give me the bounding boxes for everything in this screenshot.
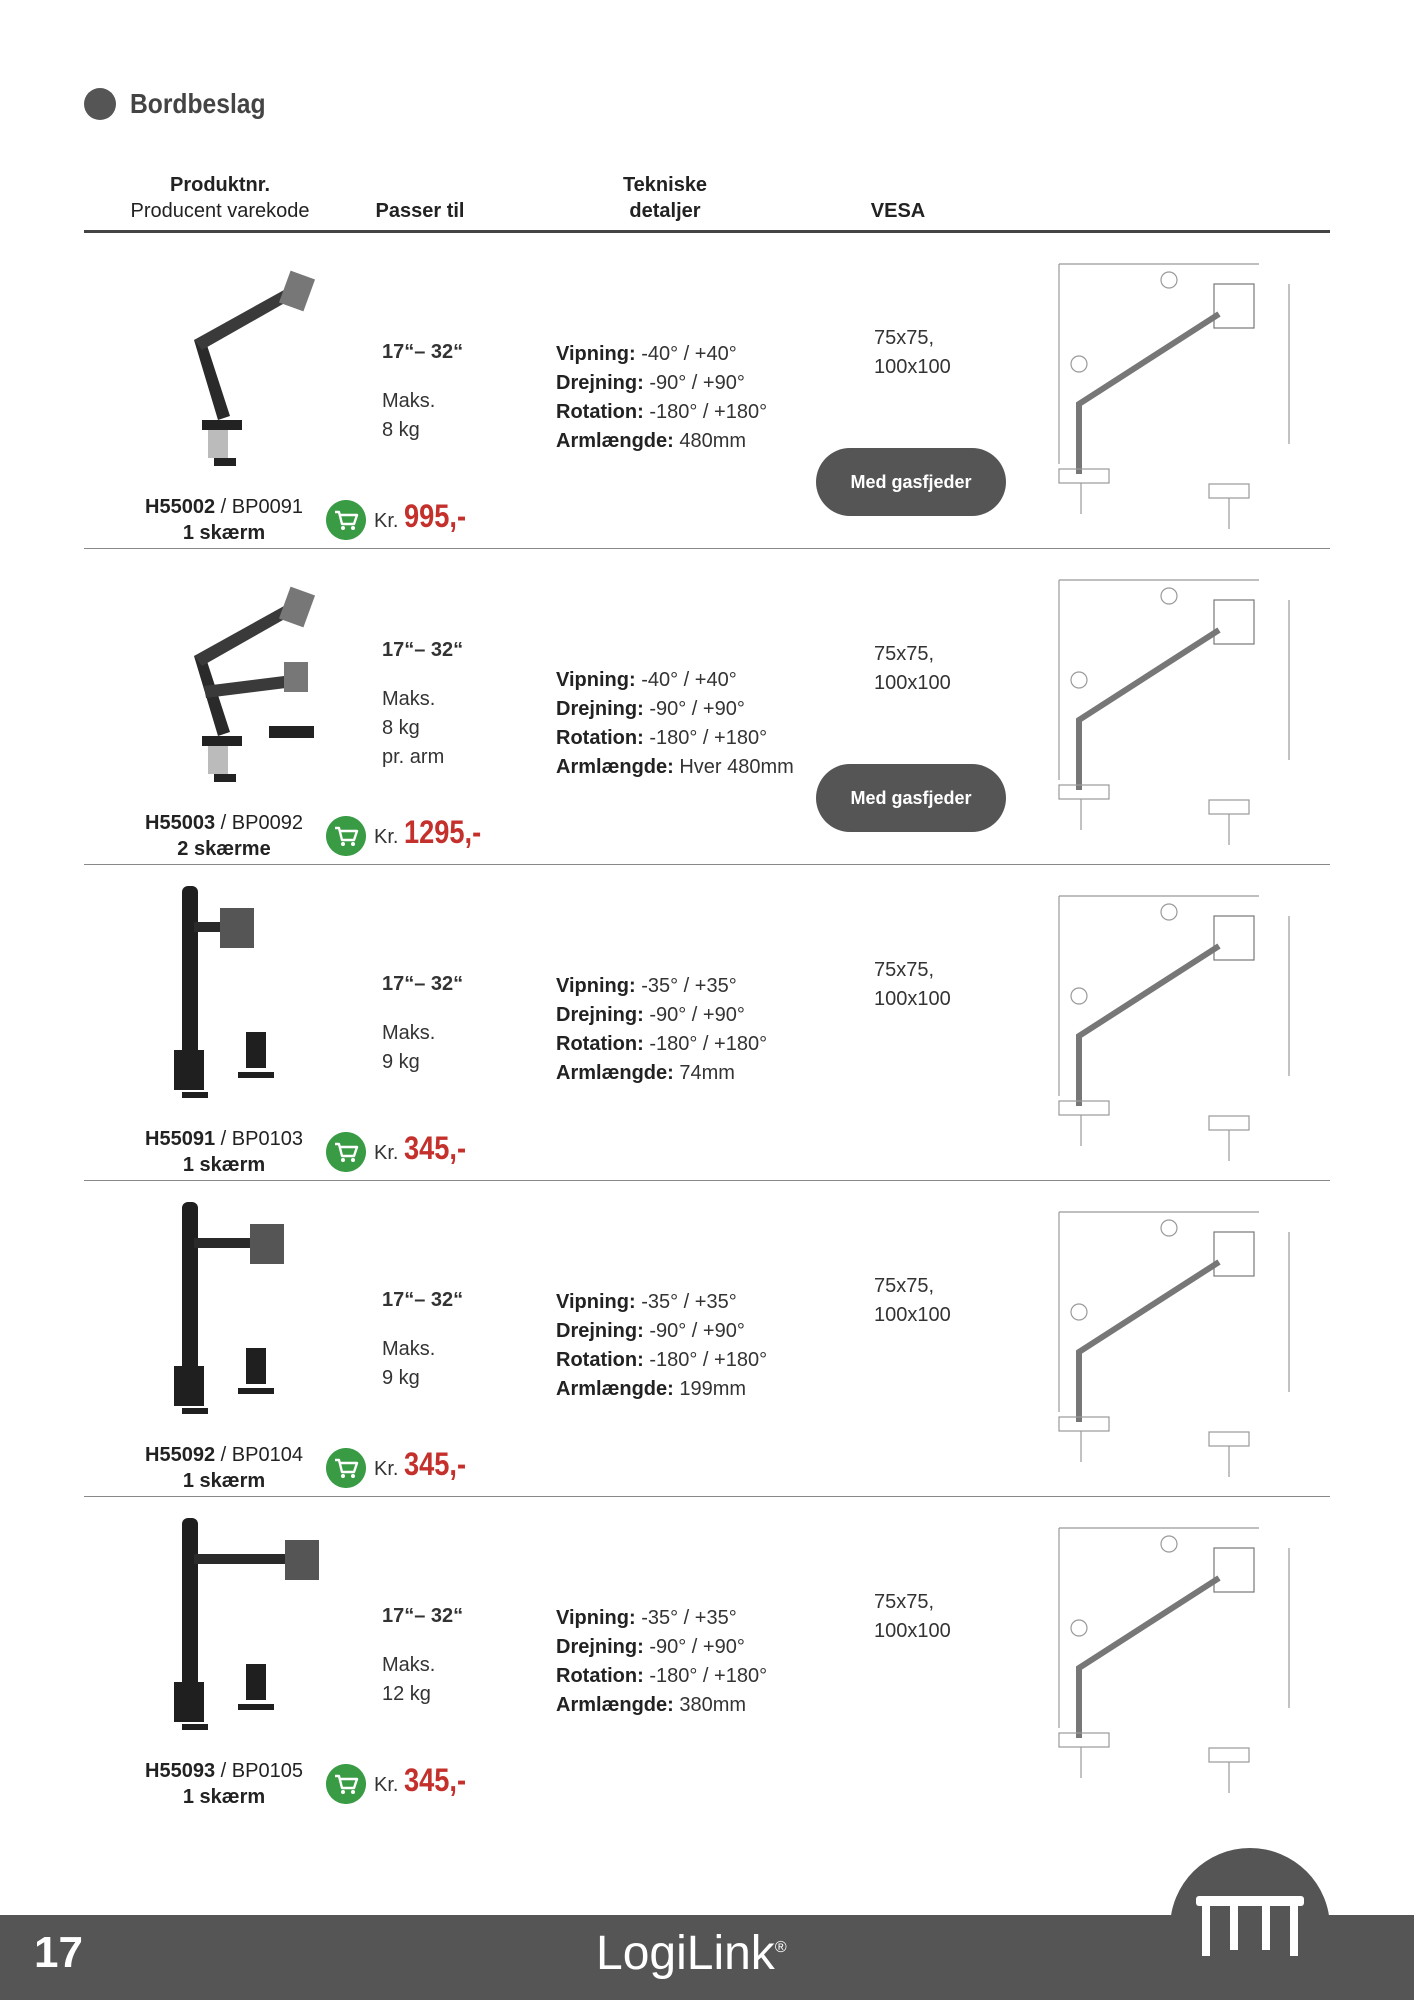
product-row	[84, 1184, 1330, 1500]
section-heading	[84, 88, 284, 120]
header-product-line1: Produktnr.	[169, 174, 270, 196]
tech-arm-length: 380mm	[679, 1694, 747, 1716]
vesa-column	[874, 1272, 951, 1330]
fit-max-label: Maks.	[382, 688, 436, 710]
vesa-size-1: 75x75,	[874, 1275, 935, 1297]
page-number: 17	[34, 1928, 83, 1977]
fit-max-label: Maks.	[382, 1022, 436, 1044]
vesa-column	[874, 956, 951, 1014]
fits-column	[382, 1286, 463, 1393]
vendor-code: BP0105	[231, 1760, 303, 1782]
vesa-size-1: 75x75,	[874, 959, 935, 981]
product-photo	[134, 1514, 334, 1744]
product-photo	[134, 566, 334, 796]
header-fits: Passer til	[375, 200, 465, 222]
vesa-column	[874, 640, 951, 698]
fit-max-label: Maks.	[382, 1338, 436, 1360]
product-number: H55002	[145, 496, 216, 518]
fit-size: 17“– 32“	[382, 1289, 464, 1311]
product-code: H55002 / BP0091 1 skærm	[145, 496, 303, 544]
screen-count: 1 skærm	[182, 1470, 266, 1492]
tech-tilt: -35° / +35°	[641, 1291, 737, 1313]
product-code: H55093 / BP0105 1 skærm	[145, 1760, 303, 1808]
vendor-code: BP0091	[231, 496, 303, 518]
price	[374, 1130, 477, 1167]
product-row	[84, 1500, 1330, 1816]
price-value: 345,-	[404, 1130, 467, 1166]
tech-tilt: -40° / +40°	[641, 669, 737, 691]
tech-rotation: -180° / +180°	[649, 401, 768, 423]
product-code: H55003 / BP0092 2 skærme	[145, 812, 303, 860]
tech-column: Vipning: -35° / +35° Drejning: -90° / +90° Rotation: -180° / +180° Armlængde: 199mm	[556, 1291, 768, 1400]
tech-swivel: -90° / +90°	[649, 698, 745, 720]
dimension-diagram	[1019, 1508, 1319, 1808]
price-currency: Kr.	[374, 1458, 399, 1480]
vesa-column	[874, 1588, 951, 1646]
product-number: H55003	[145, 812, 216, 834]
fit-size: 17“– 32“	[382, 639, 464, 661]
cart-icon[interactable]	[326, 1132, 366, 1172]
cart-icon[interactable]	[326, 1764, 366, 1804]
header-rule	[84, 230, 1330, 233]
product-photo	[134, 1198, 334, 1428]
fit-size: 17“– 32“	[382, 341, 464, 363]
screen-count: 1 skærm	[182, 522, 266, 544]
price	[374, 1762, 477, 1799]
vesa-column	[874, 324, 951, 382]
price-value: 1295,-	[404, 814, 482, 850]
price-value: 995,-	[404, 498, 467, 534]
vendor-code: BP0103	[231, 1128, 303, 1150]
screen-count: 1 skærm	[182, 1154, 266, 1176]
header-vesa: VESA	[870, 200, 926, 222]
price-currency: Kr.	[374, 510, 399, 532]
vesa-size-1: 75x75,	[874, 1591, 935, 1613]
dimension-diagram	[1019, 560, 1319, 860]
fit-weight: 12 kg	[382, 1683, 431, 1705]
tech-swivel: -90° / +90°	[649, 1320, 745, 1342]
tech-arm-length: 480mm	[679, 430, 747, 452]
product-row	[84, 868, 1330, 1184]
vesa-size-2: 100x100	[874, 672, 951, 694]
fit-size: 17“– 32“	[382, 973, 464, 995]
vesa-size-1: 75x75,	[874, 643, 935, 665]
row-separator	[84, 1496, 1330, 1497]
price-value: 345,-	[404, 1762, 467, 1798]
vesa-size-2: 100x100	[874, 988, 951, 1010]
tech-column: Vipning: -40° / +40° Drejning: -90° / +90° Rotation: -180° / +180° Armlængde: Hver 480mm	[556, 669, 794, 778]
header-product-line2: Producent varekode	[130, 200, 310, 222]
gas-spring-button[interactable]: Med gasfjeder	[816, 764, 1006, 832]
header-product	[110, 172, 330, 224]
table-icon	[1170, 1848, 1330, 2000]
price	[374, 814, 495, 851]
price-currency: Kr.	[374, 1774, 399, 1796]
fits-column	[382, 970, 463, 1077]
product-number: H55091	[145, 1128, 216, 1150]
fits-column	[382, 1602, 463, 1709]
price-value: 345,-	[404, 1446, 467, 1482]
vesa-size-2: 100x100	[874, 1620, 951, 1642]
fits-column	[382, 338, 463, 445]
product-number: H55092	[145, 1444, 216, 1466]
cart-icon[interactable]	[326, 816, 366, 856]
tech-swivel: -90° / +90°	[649, 1004, 745, 1026]
fit-weight-note: pr. arm	[382, 746, 445, 768]
tech-rotation: -180° / +180°	[649, 1033, 768, 1055]
product-photo	[134, 882, 334, 1112]
product-row	[84, 236, 1330, 552]
gas-spring-button[interactable]: Med gasfjeder	[816, 448, 1006, 516]
tech-rotation: -180° / +180°	[649, 1349, 768, 1371]
tech-arm-length: 74mm	[679, 1062, 735, 1084]
fit-weight: 8 kg	[382, 717, 420, 739]
fit-max-label: Maks.	[382, 390, 436, 412]
price-currency: Kr.	[374, 826, 399, 848]
brand-logo: LogiLink®	[596, 1927, 787, 1980]
price-currency: Kr.	[374, 1142, 399, 1164]
vesa-size-2: 100x100	[874, 356, 951, 378]
price	[374, 1446, 477, 1483]
price	[374, 498, 477, 535]
product-number: H55093	[145, 1760, 216, 1782]
fit-max-label: Maks.	[382, 1654, 436, 1676]
tech-column: Vipning: -35° / +35° Drejning: -90° / +90° Rotation: -180° / +180° Armlængde: 74mm	[556, 975, 768, 1084]
tech-rotation: -180° / +180°	[649, 727, 768, 749]
product-code: H55091 / BP0103 1 skærm	[145, 1128, 303, 1176]
tech-swivel: -90° / +90°	[649, 372, 745, 394]
fit-weight: 8 kg	[382, 419, 420, 441]
screen-count: 2 skærme	[177, 838, 271, 860]
row-separator	[84, 548, 1330, 549]
section-title: Bordbeslag	[130, 88, 266, 119]
vendor-code: BP0092	[231, 812, 303, 834]
tech-column: Vipning: -40° / +40° Drejning: -90° / +90° Rotation: -180° / +180° Armlængde: 480mm	[556, 343, 768, 452]
fit-size: 17“– 32“	[382, 1605, 464, 1627]
dimension-diagram	[1019, 1192, 1319, 1492]
vendor-code: BP0104	[231, 1444, 303, 1466]
tech-arm-length: 199mm	[679, 1378, 747, 1400]
screen-count: 1 skærm	[182, 1786, 266, 1808]
row-separator	[84, 1180, 1330, 1181]
cart-icon[interactable]	[326, 500, 366, 540]
tech-tilt: -35° / +35°	[641, 975, 737, 997]
row-separator	[84, 864, 1330, 865]
vesa-size-2: 100x100	[874, 1304, 951, 1326]
product-code: H55092 / BP0104 1 skærm	[145, 1444, 303, 1492]
dimension-diagram	[1019, 244, 1319, 544]
fit-weight: 9 kg	[382, 1051, 420, 1073]
tech-swivel: -90° / +90°	[649, 1636, 745, 1658]
tech-column: Vipning: -35° / +35° Drejning: -90° / +90° Rotation: -180° / +180° Armlængde: 380mm	[556, 1607, 768, 1716]
fit-weight: 9 kg	[382, 1367, 420, 1389]
product-photo	[134, 250, 334, 480]
tech-tilt: -40° / +40°	[641, 343, 737, 365]
dimension-diagram	[1019, 876, 1319, 1176]
vesa-size-1: 75x75,	[874, 327, 935, 349]
section-bullet-icon	[84, 88, 116, 120]
tech-tilt: -35° / +35°	[641, 1607, 737, 1629]
tech-rotation: -180° / +180°	[649, 1665, 768, 1687]
product-row	[84, 552, 1330, 868]
fits-column	[382, 636, 463, 772]
cart-icon[interactable]	[326, 1448, 366, 1488]
tech-arm-length: Hver 480mm	[679, 756, 794, 778]
header-tech: Tekniske detaljer	[622, 174, 708, 222]
